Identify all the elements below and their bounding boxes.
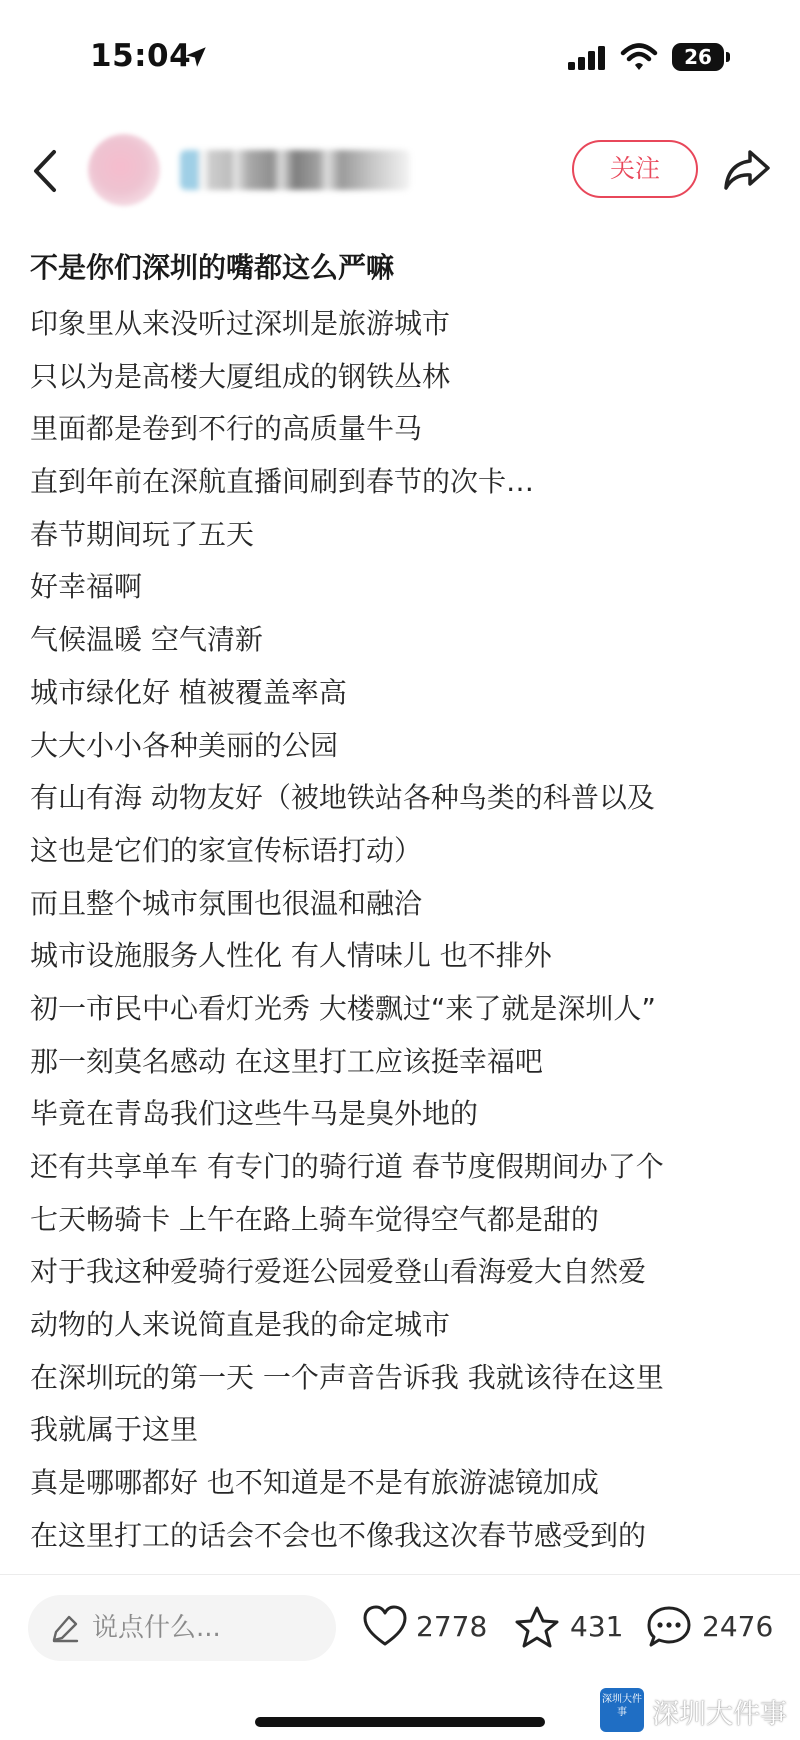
post-line: 里面都是卷到不行的高质量牛马 bbox=[30, 412, 423, 446]
signal-icon bbox=[568, 46, 608, 70]
post-line: 印象里从来没听过深圳是旅游城市 bbox=[30, 307, 451, 340]
favorite-button[interactable] bbox=[514, 1597, 624, 1657]
post-line: 在这里打工的话会不会也不像我这次春节感受到的 bbox=[30, 1518, 647, 1552]
author-avatar[interactable] bbox=[88, 134, 160, 206]
heart-icon bbox=[362, 1605, 408, 1647]
post-line: 而且整个城市氛围也很温和融洽 bbox=[30, 886, 423, 920]
post-line: 毕竟在青岛我们这些牛马是臭外地的 bbox=[30, 1097, 479, 1131]
post-line: 城市绿化好 植被覆盖率高 bbox=[30, 675, 347, 709]
home-indicator[interactable] bbox=[255, 1717, 545, 1727]
wifi-icon bbox=[620, 42, 658, 72]
comment-input[interactable] bbox=[28, 1595, 336, 1661]
status-bar bbox=[0, 0, 800, 110]
like-button[interactable] bbox=[362, 1597, 492, 1657]
post-title: 不是你们深圳的嘴都这么严嘛 bbox=[30, 251, 395, 284]
post-line: 还有共享单车 有专门的骑行道 春节度假期间办了个 bbox=[30, 1150, 664, 1183]
post-line: 在深圳玩的第一天 一个声音告诉我 我就该待在这里 bbox=[30, 1360, 664, 1394]
comment-count: 2476 bbox=[702, 1610, 774, 1643]
battery-icon bbox=[672, 43, 724, 71]
comment-bubble-icon bbox=[646, 1605, 692, 1649]
follow-button[interactable]: 关注 bbox=[572, 140, 698, 198]
post-line: 对于我这种爱骑行爱逛公园爱登山看海爱大自然爱 bbox=[30, 1255, 647, 1289]
author-name-blurred[interactable] bbox=[180, 150, 410, 190]
location-arrow-icon bbox=[183, 44, 209, 70]
like-count: 2778 bbox=[416, 1610, 488, 1643]
post-line: 好幸福啊 bbox=[30, 570, 143, 604]
post-line: 直到年前在深航直播间刷到春节的次卡… bbox=[30, 465, 535, 499]
post-line: 有山有海 动物友好（被地铁站各种鸟类的科普以及 bbox=[30, 781, 655, 815]
battery-tip bbox=[726, 52, 730, 62]
back-chevron-icon[interactable] bbox=[26, 146, 66, 196]
share-icon[interactable] bbox=[722, 146, 772, 192]
post-line: 城市设施服务人性化 有人情味儿 也不排外 bbox=[30, 939, 552, 973]
post-content bbox=[30, 240, 775, 1563]
star-icon bbox=[514, 1605, 560, 1649]
post-line: 我就属于这里 bbox=[30, 1413, 199, 1447]
post-line: 气候温暖 空气清新 bbox=[30, 623, 263, 657]
post-header bbox=[0, 120, 800, 220]
post-line: 动物的人来说简直是我的命定城市 bbox=[30, 1308, 451, 1342]
favorite-count: 431 bbox=[570, 1610, 624, 1643]
post-line: 只以为是高楼大厦组成的钢铁丛林 bbox=[30, 359, 451, 393]
watermark-text: 深圳大件事 bbox=[652, 1699, 787, 1730]
comment-placeholder: 说点什么... bbox=[92, 1613, 221, 1643]
watermark-logo: 深圳大件事 bbox=[600, 1688, 644, 1732]
post-line: 真是哪哪都好 也不知道是不是有旅游滤镜加成 bbox=[30, 1466, 599, 1500]
post-line: 七天畅骑卡 上午在路上骑车觉得空气都是甜的 bbox=[30, 1202, 599, 1236]
post-line: 初一市民中心看灯光秀 大楼飘过“来了就是深圳人” bbox=[30, 991, 656, 1025]
battery-level: 26 bbox=[684, 45, 712, 69]
post-line: 大大小小各种美丽的公园 bbox=[30, 728, 339, 762]
post-body bbox=[30, 298, 775, 1563]
post-line: 那一刻莫名感动 在这里打工应该挺幸福吧 bbox=[30, 1044, 543, 1078]
status-time: 15:04 bbox=[90, 38, 192, 74]
post-line: 这也是它们的家宣传标语打动） bbox=[30, 833, 423, 867]
post-line: 春节期间玩了五天 bbox=[30, 517, 255, 551]
pen-icon bbox=[50, 1613, 80, 1643]
comment-button[interactable] bbox=[646, 1597, 786, 1657]
